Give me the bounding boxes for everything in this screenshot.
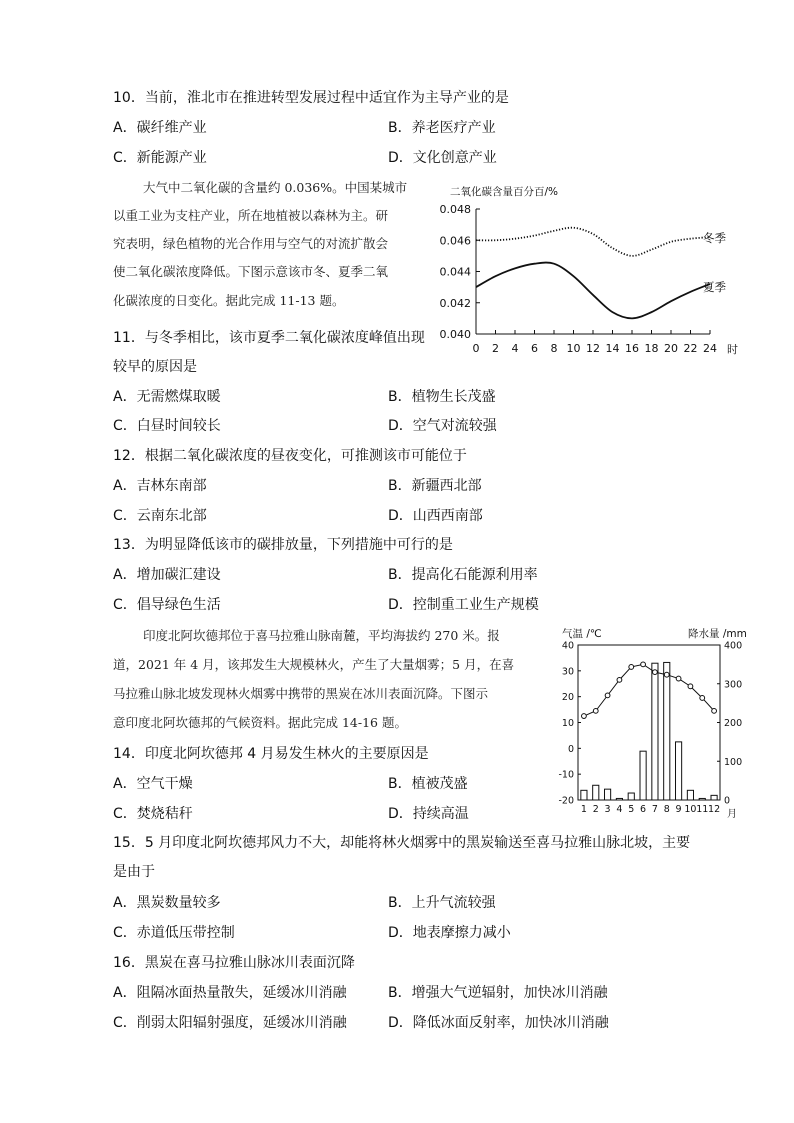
precip-bar [593, 785, 599, 800]
q15-option-c: C．赤道低压带控制 [113, 925, 235, 941]
climate-left-tick-label: 30 [561, 666, 574, 678]
co2-x-tick-label: 24 [703, 342, 717, 355]
temperature-point [641, 662, 646, 667]
q12-option-a: A．吉林东南部 [113, 478, 207, 494]
precip-bar [652, 663, 658, 800]
q16-option-b: B．增强大气逆辐射，加快冰川消融 [388, 985, 608, 1001]
temperature-point [629, 665, 634, 670]
climate-month-label: 12 [708, 804, 721, 815]
co2-x-unit: 时 [727, 343, 738, 356]
temperature-point [688, 684, 693, 689]
precip-bar [581, 790, 587, 800]
temperature-point [593, 708, 598, 713]
climate-left-tick-label: -20 [558, 795, 574, 807]
q15-option-a: A．黑炭数量较多 [113, 895, 221, 911]
climate-month-label: 10 [684, 804, 697, 815]
co2-x-tick-label: 0 [472, 342, 480, 355]
q13-stem: 13．为明显降低该市的碳排放量，下列措施中可行的是 [113, 537, 453, 553]
co2-x-tick-label: 4 [511, 342, 519, 355]
passage-1-line: 以重工业为支柱产业，所在地植被以森林为主。研 [113, 208, 389, 223]
co2-x-tick-label: 20 [664, 342, 678, 355]
climate-right-label: 降水量 /mm [688, 628, 747, 640]
q11-stem-line2: 较早的原因是 [113, 359, 197, 375]
climate-right-tick-label: 200 [724, 718, 743, 729]
q15-option-b: B．上升气流较强 [388, 895, 496, 911]
climate-month-label: 3 [604, 804, 611, 815]
q16-option-d: D．降低冰面反射率，加快冰川消融 [388, 1015, 609, 1031]
co2-x-tick-label: 22 [683, 342, 698, 355]
precip-bar [640, 751, 646, 800]
climate-month-label: 9 [675, 804, 682, 815]
climate-left-tick-label: 10 [561, 718, 574, 729]
temperature-point [712, 708, 717, 713]
climate-left-tick-label: 20 [561, 692, 574, 704]
climate-x-unit: 月 [727, 809, 737, 820]
co2-x-tick-label: 16 [625, 342, 639, 355]
passage-2-line: 意印度北阿坎德邦的气候资料。据此完成 14-16 题。 [113, 715, 407, 730]
q15-stem-line1: 15．5 月印度北阿坎德邦风力不大，却能将林火烟雾中的黑炭输送至喜马拉雅山脉北坡，主要 [113, 835, 691, 851]
q12-option-c: C．云南东北部 [113, 508, 207, 524]
climate-chart [548, 624, 748, 820]
precip-bar [616, 798, 622, 800]
passage-1-line: 使二氧化碳浓度降低。下图示意该市冬、夏季二氧 [113, 264, 389, 279]
q16-option-c: C．削弱太阳辐射强度，延缓冰川消融 [113, 1015, 347, 1031]
co2-y-tick-label: 0.042 [439, 296, 471, 310]
q10-option-a: A．碳纤维产业 [113, 120, 207, 136]
co2-y-tick-label: 0.048 [439, 203, 471, 216]
co2-y-tick-label: 0.040 [439, 328, 471, 341]
passage-2-line: 马拉雅山脉北坡发现林火烟雾中携带的黑炭在冰川表面沉降。下图示 [113, 686, 489, 701]
q13-option-a: A．增加碳汇建设 [113, 567, 221, 583]
passage-1-line: 大气中二氧化碳的含量约 0.036%。中国某城市 [143, 180, 408, 195]
precip-bar [605, 789, 611, 800]
q14-option-b: B．植被茂盛 [388, 776, 468, 792]
q10-stem: 10．当前，淮北市在推进转型发展过程中适宜作为主导产业的是 [113, 90, 509, 106]
precip-bar [711, 795, 717, 800]
climate-left-tick-label: 0 [567, 743, 574, 755]
co2-series-summer [476, 263, 710, 319]
climate-month-label: 2 [592, 804, 599, 815]
precip-bar [699, 798, 705, 800]
co2-y-tick-label: 0.044 [439, 265, 471, 279]
q10-option-c: C．新能源产业 [113, 150, 207, 166]
climate-right-tick-label: 300 [724, 679, 743, 691]
climate-left-tick-label: -10 [558, 769, 574, 781]
q12-option-d: D．山西西南部 [388, 508, 483, 524]
q16-stem: 16．黑炭在喜马拉雅山脉冰川表面沉降 [113, 955, 355, 971]
q10-option-d: D．文化创意产业 [388, 150, 497, 166]
precip-bar [664, 662, 670, 800]
q16-option-a: A．阻隔冰面热量散失，延缓冰川消融 [113, 985, 347, 1001]
q14-option-a: A．空气干燥 [113, 776, 193, 792]
q13-option-c: C．倡导绿色生活 [113, 597, 221, 613]
precip-bar [676, 742, 682, 800]
passage-1-line: 究表明，绿色植物的光合作用与空气的对流扩散会 [113, 236, 389, 251]
q14-option-c: C．焚烧秸秆 [113, 806, 193, 822]
co2-x-tick-label: 6 [531, 342, 538, 355]
q10-option-b: B．养老医疗产业 [388, 120, 496, 136]
climate-right-tick-label: 0 [724, 795, 731, 807]
temperature-point [653, 670, 658, 675]
co2-x-tick-label: 12 [586, 342, 600, 355]
temperature-line [584, 664, 714, 716]
climate-month-label: 11 [696, 804, 709, 815]
q14-option-d: D．持续高温 [388, 806, 469, 822]
temperature-point [617, 677, 622, 682]
co2-x-tick-label: 10 [566, 342, 581, 355]
q12-stem: 12．根据二氧化碳浓度的昼夜变化，可推测该市可能位于 [113, 448, 467, 464]
legend-winter: 冬季 [703, 231, 726, 245]
passage-2-line: 道，2021 年 4 月，该邦发生大规模林火，产生了大量烟雾；5 月，在喜 [113, 657, 515, 672]
passage-1-line: 化碳浓度的日变化。据此完成 11-13 题。 [113, 293, 345, 308]
co2-x-tick-label: 18 [644, 342, 659, 355]
q11-option-c: C．白昼时间较长 [113, 418, 221, 434]
q11-option-d: D．空气对流较强 [388, 418, 497, 434]
temperature-point [582, 714, 587, 719]
climate-month-label: 6 [640, 804, 647, 815]
co2-y-tick-label: 0.046 [439, 234, 471, 248]
q11-option-b: B．植物生长茂盛 [388, 389, 496, 405]
precip-bar [687, 790, 693, 800]
climate-right-tick-label: 400 [724, 640, 743, 652]
temperature-point [605, 693, 610, 698]
legend-summer: 夏季 [703, 280, 726, 294]
q15-stem-line2: 是由于 [113, 864, 155, 880]
climate-month-label: 7 [651, 804, 658, 815]
q11-option-a: A．无需燃煤取暖 [113, 389, 221, 405]
climate-month-label: 5 [628, 804, 635, 815]
climate-right-tick-label: 100 [724, 756, 743, 768]
q14-stem: 14．印度北阿坎德邦 4 月易发生林火的主要原因是 [113, 746, 429, 762]
co2-chart-title: 二氧化碳含量百分百/% [450, 186, 559, 198]
co2-daily-chart [430, 180, 740, 360]
temperature-point [676, 676, 681, 681]
co2-x-tick-label: 8 [550, 342, 558, 355]
climate-left-tick-label: 40 [561, 640, 574, 652]
q11-stem-line1: 11．与冬季相比，该市夏季二氧化碳浓度峰值出现 [113, 330, 425, 346]
climate-month-label: 8 [663, 804, 670, 815]
temperature-point [700, 696, 705, 701]
q15-option-d: D．地表摩擦力减小 [388, 925, 511, 941]
climate-month-label: 1 [580, 804, 587, 815]
precip-bar [628, 793, 634, 800]
q13-option-b: B．提高化石能源利用率 [388, 567, 538, 583]
co2-series-winter [476, 228, 710, 256]
climate-left-label: 气温 /℃ [562, 628, 602, 640]
co2-x-tick-label: 14 [605, 342, 620, 355]
passage-2-line: 印度北阿坎德邦位于喜马拉雅山脉南麓，平均海拔约 270 米。报 [143, 628, 500, 643]
q12-option-b: B．新疆西北部 [388, 478, 482, 494]
co2-x-tick-label: 2 [492, 342, 499, 355]
climate-month-label: 4 [616, 804, 623, 815]
temperature-point [664, 672, 669, 677]
q13-option-d: D．控制重工业生产规模 [388, 597, 539, 613]
